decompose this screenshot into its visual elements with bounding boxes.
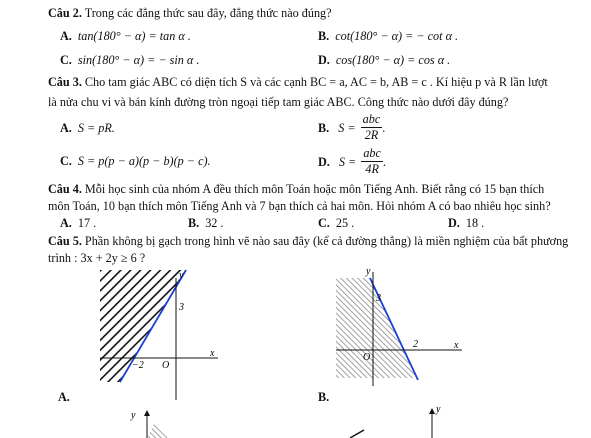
q5-stem-line2: trình : 3x + 2y ≥ 6 ? (48, 251, 146, 265)
q2-option-d[interactable]: D. cos(180° − α) = cos α . (318, 53, 451, 67)
figure-b[interactable] (330, 268, 470, 388)
q4-stem-line2: môn Toán, 10 bạn thích môn Tiếng Anh và 7 bạn thích cả hai môn. Hỏi nhóm A có bao nhiêu học sinh? (48, 199, 551, 213)
q3-stem-line2: là nửa chu vi và bán kính đường tròn ngoại tiếp tam giác ABC. Công thức nào dưới đây đúng? (48, 95, 509, 109)
q2-option-a[interactable]: A. tan(180° − α) = tan α . (60, 29, 191, 43)
figure-a-label[interactable]: A. (58, 390, 70, 404)
q3-title: Câu 3. (48, 75, 82, 89)
fraction: abc 2R (362, 112, 381, 142)
figure-a-origin: O (162, 360, 170, 371)
q4-stem-line1 (48, 182, 544, 197)
figure-a-y-label: y (179, 270, 184, 281)
q4-option-b[interactable]: B. 32 . (188, 216, 224, 230)
q3-option-d[interactable]: D. S = abc 4R . (318, 146, 386, 176)
q2-title: Câu 2. (48, 6, 82, 20)
figure-b-x-label: x (454, 340, 459, 351)
q3-stem-line1 (48, 75, 548, 90)
figure-a[interactable] (100, 270, 220, 405)
figure-b-tick-3: 3 (376, 293, 381, 304)
q4-option-d[interactable]: D. 18 . (448, 216, 485, 230)
q4-option-c[interactable]: C. 25 . (318, 216, 355, 230)
figure-c-hatched-region (147, 422, 171, 438)
q2-option-b[interactable]: B. cot(180° − α) = − cot α . (318, 29, 459, 43)
q3-option-a[interactable]: A. S = pR. (60, 121, 115, 135)
q4-title: Câu 4. (48, 182, 82, 196)
figure-a-tick-3: 3 (179, 302, 184, 313)
figure-c-y-label: y (131, 410, 136, 421)
q2-stem (48, 6, 332, 21)
q4-option-a[interactable]: A. 17 . (60, 216, 97, 230)
figure-b-tick-2: 2 (413, 339, 418, 350)
q3-option-c[interactable]: C. S = p(p − a)(p − b)(p − c). (60, 154, 211, 168)
q5-stem-line1 (48, 234, 568, 249)
figure-b-origin: O (363, 352, 371, 363)
q2-text: Trong các đẳng thức sau đây, đẳng thức nào đúng? (84, 6, 332, 20)
figure-c-y-arrow (144, 410, 150, 416)
figure-a-tick-minus2: −2 (132, 360, 144, 371)
q5-title: Câu 5. (48, 234, 82, 248)
q3-text1: Cho tam giác ABC có diện tích S và các cạnh BC = a, AC = b, AB = c . Kí hiệu p và R lần lượt (84, 75, 548, 89)
figure-d-y-arrow (429, 408, 435, 414)
figure-d-partial[interactable] (350, 404, 450, 438)
figure-d-boundary-line (350, 430, 364, 438)
q4-text1: Mỗi học sinh của nhóm A đều thích môn Toán hoặc môn Tiếng Anh. Biết rằng có 15 bạn thích (84, 182, 545, 196)
figure-a-x-label: x (210, 348, 215, 359)
figure-c-partial[interactable] (125, 408, 185, 438)
q3-option-b[interactable]: B. S = abc 2R . (318, 112, 386, 142)
q2-option-c[interactable]: C. sin(180° − α) = − sin α . (60, 53, 200, 67)
figure-b-label[interactable]: B. (318, 390, 330, 404)
fraction: abc 4R (363, 146, 381, 176)
figure-d-y-label: y (436, 404, 441, 415)
figure-b-y-label: y (366, 266, 371, 277)
q5-text1: Phần không bị gạch trong hình vẽ nào sau đây (kể cả đường thẳng) là miền nghiệm của bất phương (84, 234, 569, 248)
